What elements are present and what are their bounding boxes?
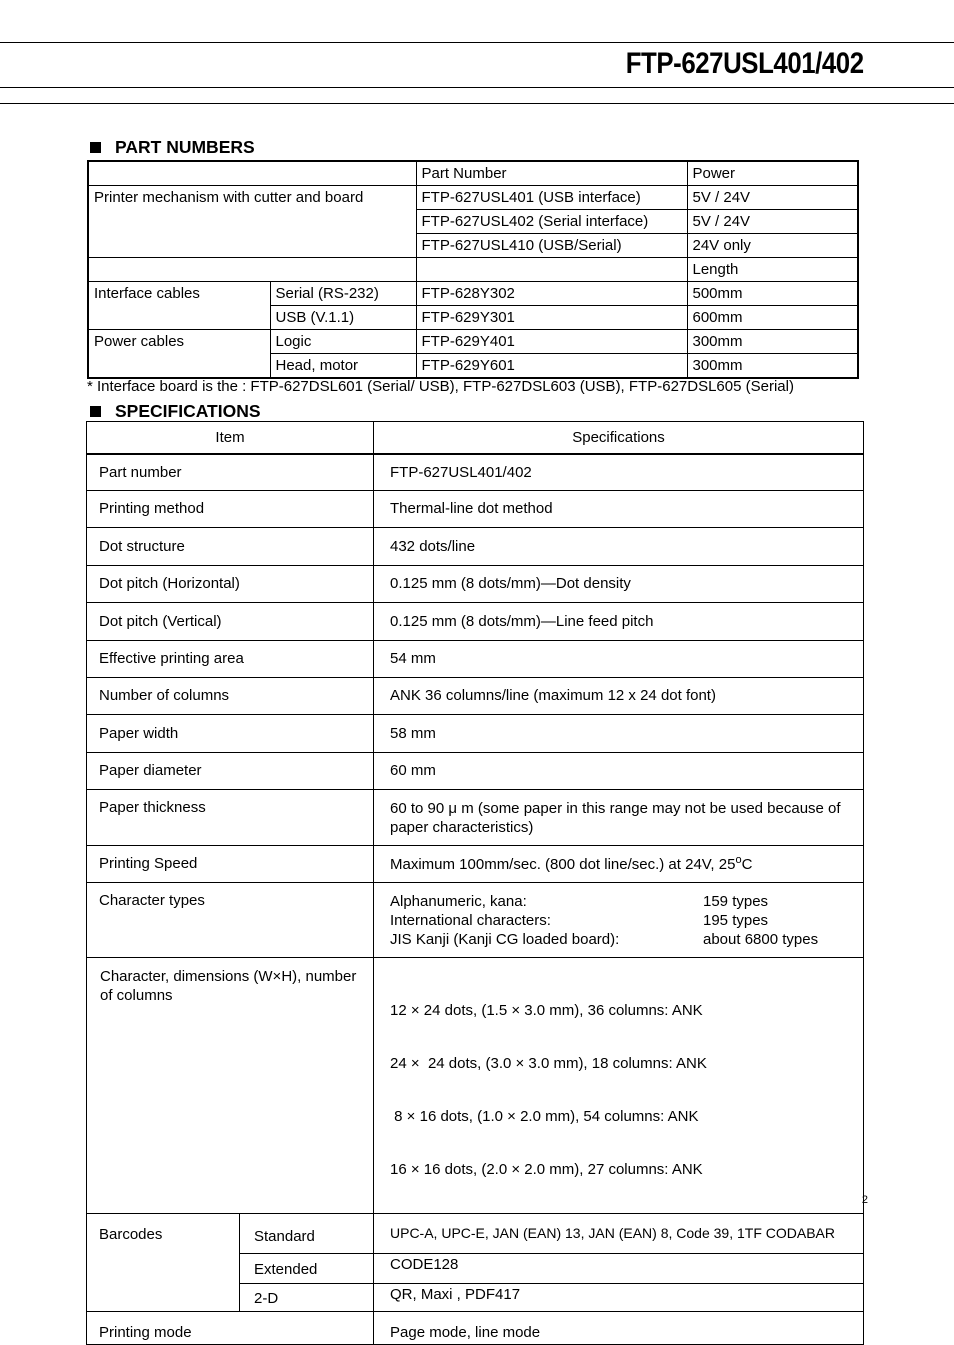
- bullet-square-icon: [90, 142, 101, 153]
- spec-value: 58 mm: [374, 714, 864, 752]
- col-header-item: Item: [87, 422, 374, 455]
- spec-item: Part number: [87, 454, 374, 490]
- spec-item: Paper thickness: [87, 789, 374, 845]
- table-row: [87, 1311, 864, 1344]
- spec-value: [374, 957, 864, 1213]
- table-row: [87, 640, 864, 677]
- spec-value: 54 mm: [374, 640, 864, 677]
- barcodes-label: Barcodes: [87, 1213, 240, 1311]
- cable-type-cell: USB (V.1.1): [270, 306, 416, 330]
- part-number-cell: FTP-627USL410 (USB/Serial): [416, 234, 687, 258]
- spec-item: Printing method: [87, 490, 374, 527]
- degree-mark: o: [735, 854, 742, 866]
- character-dimension-line: 12 × 24 dots, (1.5 × 3.0 mm), 36 columns: ANK: [390, 1001, 703, 1019]
- power-cables-label: Power cables: [88, 330, 270, 379]
- interface-cables-label: Interface cables: [88, 282, 270, 330]
- table-row: [88, 186, 858, 210]
- barcode-value: UPC-A, UPC-E, JAN (EAN) 13, JAN (EAN) 8, Code 39, 1TF CODABAR: [374, 1213, 864, 1253]
- power-cell: 5V / 24V: [687, 210, 858, 234]
- col-header-specifications: Specifications: [374, 422, 864, 455]
- length-cell: 300mm: [687, 330, 858, 354]
- header-rule-top: [0, 42, 954, 43]
- table-row: [87, 789, 864, 845]
- spec-value: 432 dots/line: [374, 527, 864, 565]
- part-numbers-footnote: * Interface board is the : FTP-627DSL601 (Serial/ USB), FTP-627DSL603 (USB), FTP-627DSL605 (Serial): [87, 378, 794, 395]
- length-cell: 300mm: [687, 354, 858, 379]
- spec-value: Page mode, line mode: [374, 1311, 864, 1344]
- character-type-count: 159 types: [703, 892, 769, 910]
- table-row: [87, 565, 864, 602]
- printing-speed-text: Maximum 100mm/sec. (800 dot line/sec.) at 24V, 25: [390, 856, 736, 873]
- col-header-power: Power: [687, 161, 858, 186]
- part-numbers-table: [87, 160, 859, 379]
- part-number-cell: FTP-627USL401 (USB interface): [416, 186, 687, 210]
- col-header-part-number: Part Number: [416, 161, 687, 186]
- character-type-count: about 6800 types: [703, 930, 819, 948]
- character-dimension-line: 24 × 24 dots, (3.0 × 3.0 mm), 18 columns: ANK: [390, 1054, 707, 1072]
- table-cell: [88, 258, 416, 282]
- spec-item: Number of columns: [87, 677, 374, 714]
- temperature-unit: C: [741, 856, 753, 873]
- barcode-type: Extended: [240, 1253, 374, 1283]
- character-types-list: [390, 892, 863, 949]
- spec-value: 60 mm: [374, 752, 864, 789]
- printer-mechanism-label: Printer mechanism with cutter and board: [88, 186, 416, 258]
- spec-value: [374, 845, 864, 882]
- spec-item: Dot pitch (Horizontal): [87, 565, 374, 602]
- table-row: [87, 882, 864, 957]
- table-cell: [88, 161, 416, 186]
- spec-item: Dot structure: [87, 527, 374, 565]
- spec-value: FTP-627USL401/402: [374, 454, 864, 490]
- part-number-cell: FTP-629Y601: [416, 354, 687, 379]
- specifications-heading-text: SPECIFICATIONS: [115, 401, 261, 421]
- table-row: [88, 330, 858, 354]
- page-title: FTP-627USL401/402: [626, 47, 864, 80]
- barcode-type: 2-D: [240, 1283, 374, 1311]
- table-header-row: [87, 422, 864, 455]
- character-dimension-line: 8 × 16 dots, (1.0 × 2.0 mm), 54 columns: ANK: [390, 1107, 699, 1125]
- spec-value: Thermal-line dot method: [374, 490, 864, 527]
- character-type-name: Alphanumeric, kana:: [390, 892, 527, 910]
- table-row: [87, 602, 864, 640]
- spec-item: Character, dimensions (W×H), number of columns: [87, 957, 374, 1213]
- table-row: [88, 258, 858, 282]
- character-type-count: 195 types: [703, 911, 769, 929]
- part-numbers-heading: [90, 137, 255, 158]
- part-number-cell: FTP-629Y401: [416, 330, 687, 354]
- spec-item: Character types: [87, 882, 374, 957]
- table-row: [87, 490, 864, 527]
- header-rule-bottom: [0, 103, 954, 104]
- character-dimensions-list: [390, 967, 863, 1213]
- table-row: [87, 1213, 864, 1253]
- spec-item: Printing mode: [87, 1311, 374, 1344]
- table-row: [87, 527, 864, 565]
- power-cell: 5V / 24V: [687, 186, 858, 210]
- specifications-heading: [90, 401, 261, 422]
- part-number-cell: FTP-629Y301: [416, 306, 687, 330]
- spec-item: Paper width: [87, 714, 374, 752]
- spec-value: [374, 882, 864, 957]
- part-number-cell: FTP-628Y302: [416, 282, 687, 306]
- spec-value: 60 to 90 μ m (some paper in this range may not be used because of paper characteristics): [374, 789, 864, 845]
- specifications-table: [86, 421, 864, 1345]
- cable-type-cell: Logic: [270, 330, 416, 354]
- spec-item: Printing Speed: [87, 845, 374, 882]
- header-rule-mid: [0, 87, 954, 88]
- table-row: [87, 957, 864, 1213]
- length-cell: 600mm: [687, 306, 858, 330]
- bullet-square-icon: [90, 406, 101, 417]
- length-cell: 500mm: [687, 282, 858, 306]
- table-row: [87, 714, 864, 752]
- table-row: [87, 454, 864, 490]
- barcode-value: QR, Maxi , PDF417: [374, 1283, 864, 1311]
- spec-item: Paper diameter: [87, 752, 374, 789]
- spec-item: Effective printing area: [87, 640, 374, 677]
- spec-value: ANK 36 columns/line (maximum 12 x 24 dot font): [374, 677, 864, 714]
- spec-value: 0.125 mm (8 dots/mm)—Line feed pitch: [374, 602, 864, 640]
- part-numbers-heading-text: PART NUMBERS: [115, 137, 255, 157]
- table-row: [87, 845, 864, 882]
- table-row: [87, 677, 864, 714]
- part-number-cell: FTP-627USL402 (Serial interface): [416, 210, 687, 234]
- barcode-type: Standard: [240, 1213, 374, 1253]
- table-row: [88, 161, 858, 186]
- cable-type-cell: Head, motor: [270, 354, 416, 379]
- spec-item: Dot pitch (Vertical): [87, 602, 374, 640]
- power-cell: 24V only: [687, 234, 858, 258]
- table-cell: [416, 258, 687, 282]
- character-type-name: JIS Kanji (Kanji CG loaded board):: [390, 930, 620, 948]
- page-number: 2: [861, 1194, 868, 1206]
- character-type-name: International characters:: [390, 911, 551, 929]
- col-header-length: Length: [687, 258, 858, 282]
- spec-value: 0.125 mm (8 dots/mm)—Dot density: [374, 565, 864, 602]
- character-dimension-line: 16 × 16 dots, (2.0 × 2.0 mm), 27 columns: ANK: [390, 1160, 703, 1178]
- barcode-value: CODE128: [374, 1253, 864, 1283]
- table-row: [87, 752, 864, 789]
- cable-type-cell: Serial (RS-232): [270, 282, 416, 306]
- table-row: [88, 282, 858, 306]
